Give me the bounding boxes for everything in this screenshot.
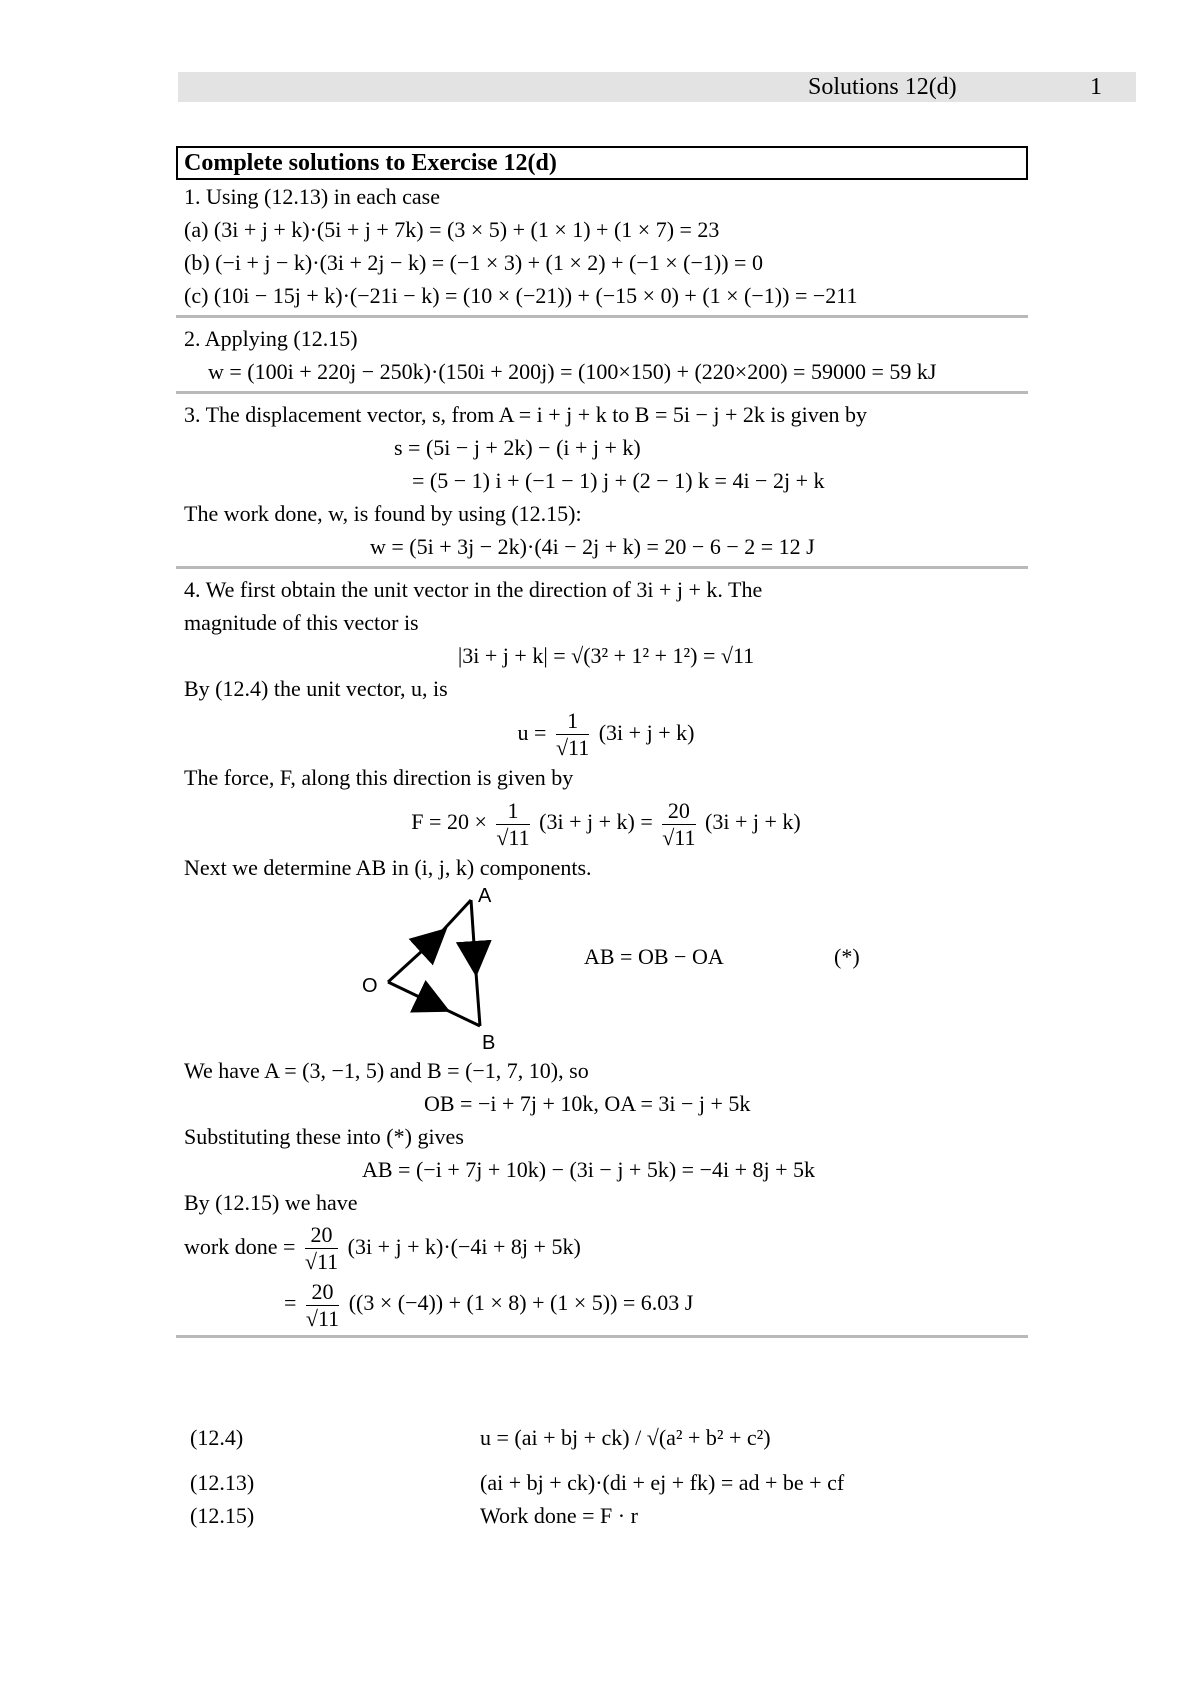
f-num1: 1	[496, 798, 529, 825]
arrow-oa	[388, 940, 434, 982]
question-1	[176, 180, 1028, 312]
section-divider	[176, 566, 1028, 569]
ref-eq: u = (ai + bj + ck) / √(a² + b² + c²)	[480, 1425, 771, 1450]
q4-intro2: magnitude of this vector is	[184, 610, 419, 635]
f-den1: √11	[496, 824, 530, 850]
section-divider	[176, 315, 1028, 318]
formula-references	[178, 1410, 1008, 1532]
ref-eq: Work done = F · r	[480, 1503, 638, 1528]
wd-lhs: work done =	[184, 1233, 296, 1259]
ref-row	[178, 1410, 1008, 1466]
q4-unit-text: By (12.4) the unit vector, u, is	[184, 676, 448, 701]
q4-ob-oa: OB = −i + 7j + 10k, OA = 3i − j + 5k	[424, 1090, 751, 1116]
u-lhs: u =	[517, 720, 547, 745]
q1-part-b: (b) (−i + j − k)·(3i + 2j − k) = (−1 × 3) + (1 × 2) + (−1 × (−1)) = 0	[184, 250, 763, 275]
f-lhs: F = 20 ×	[411, 809, 487, 835]
q4-ab-text: Next we determine AB in (i, j, k) components.	[184, 854, 592, 880]
f-mid: (3i + j + k) =	[539, 809, 653, 835]
q3-eq1: s = (5i − j + 2k) − (i + j + k)	[394, 435, 641, 460]
f-num2: 20	[662, 798, 695, 825]
u-num: 1	[556, 708, 589, 735]
q4-ab-eq: AB = (−i + 7j + 10k) − (3i − j + 5k) = −4i + 8j + 5k	[362, 1156, 816, 1182]
ref-row	[178, 1466, 1008, 1499]
ref-tag: (12.4)	[190, 1425, 244, 1450]
u-rhs: (3i + j + k)	[598, 720, 695, 745]
ab-relation: AB = OB − OA	[584, 943, 724, 969]
wd-fraction	[305, 1222, 338, 1275]
wd2-fraction	[306, 1279, 339, 1332]
question-4	[176, 573, 1028, 1332]
wd2-num: 20	[306, 1279, 339, 1306]
line-ab	[475, 959, 480, 1026]
header-title: Solutions 12(d)	[808, 74, 957, 100]
line-oa	[434, 900, 471, 940]
q4-intro1: 4. We first obtain the unit vector in the direction of 3i + j + k. The	[184, 577, 763, 602]
ref-eq: (ai + bj + ck)·(di + ej + fk) = ad + be + cf	[480, 1470, 845, 1495]
star-label: (*)	[834, 943, 860, 969]
q4-magnitude: |3i + j + k| = √(3² + 1² + 1²) = √11	[457, 643, 755, 668]
u-den: √11	[555, 735, 590, 761]
label-a: A	[478, 884, 492, 907]
arrow-ab	[471, 900, 475, 959]
section-divider	[176, 1335, 1028, 1338]
q4-force-eq	[184, 794, 1028, 850]
arrow-ob	[388, 982, 434, 1004]
ref-row	[178, 1499, 1008, 1532]
triangle-diagram	[184, 884, 1028, 1054]
q4-force-text: The force, F, along this direction is given by	[184, 765, 574, 791]
label-b: B	[482, 1031, 496, 1054]
wd-den: √11	[304, 1249, 339, 1275]
wd2-rhs: ((3 × (−4)) + (1 × 8) + (1 × 5)) = 6.03 J	[348, 1290, 694, 1316]
solutions-body	[176, 146, 1028, 1342]
wd2-lhs: =	[284, 1290, 297, 1316]
q4-unit-vector	[184, 705, 1028, 761]
wd-rhs: (3i + j + k)·(−4i + 8j + 5k)	[347, 1233, 581, 1259]
q4-subst-text: Substituting these into (*) gives	[184, 1123, 464, 1149]
q4-work-done	[184, 1219, 1028, 1275]
section-divider	[176, 391, 1028, 394]
q2-intro: 2. Applying (12.15)	[184, 326, 358, 351]
label-o: O	[362, 974, 378, 997]
wd2-den: √11	[305, 1305, 340, 1331]
f-fraction-2	[662, 798, 695, 851]
ref-tag: (12.15)	[190, 1503, 255, 1528]
question-2	[176, 322, 1028, 388]
q4-by-text: By (12.15) we have	[184, 1189, 358, 1215]
f-rhs: (3i + j + k)	[705, 809, 801, 835]
f-fraction-1	[496, 798, 529, 851]
u-fraction	[556, 708, 589, 761]
line-ob	[434, 1004, 480, 1026]
exercise-title: Complete solutions to Exercise 12(d)	[176, 146, 1028, 180]
q3-eq3: w = (5i + 3j − 2k)·(4i − 2j + k) = 20 − 6 − 2 = 12 J	[370, 534, 815, 559]
q2-equation: w = (100i + 220j − 250k)·(150i + 200j) = (100×150) + (220×200) = 59000 = 59 kJ	[208, 359, 937, 384]
q3-eq2: = (5 − 1) i + (−1 − 1) j + (2 − 1) k = 4i − 2j + k	[412, 468, 825, 493]
q1-part-a: (a) (3i + j + k)·(5i + j + 7k) = (3 × 5) + (1 × 1) + (1 × 7) = 23	[184, 217, 720, 242]
header-band	[178, 72, 1136, 102]
ref-tag: (12.13)	[190, 1470, 255, 1495]
q3-work-text: The work done, w, is found by using (12.15):	[184, 501, 582, 526]
f-den2: √11	[662, 824, 696, 850]
q3-intro: 3. The displacement vector, s, from A = i + j + k to B = 5i − j + 2k is given by	[184, 402, 867, 427]
wd-num: 20	[305, 1222, 338, 1249]
question-3	[176, 398, 1028, 563]
q4-have-text: We have A = (3, −1, 5) and B = (−1, 7, 10), so	[184, 1057, 589, 1083]
q1-part-c: (c) (10i − 15j + k)·(−21i − k) = (10 × (−21)) + (−15 × 0) + (1 × (−1)) = −211	[184, 283, 858, 308]
page-number: 1	[1090, 74, 1102, 100]
q1-intro: 1. Using (12.13) in each case	[184, 184, 440, 209]
q4-work-done-result	[184, 1275, 1028, 1331]
